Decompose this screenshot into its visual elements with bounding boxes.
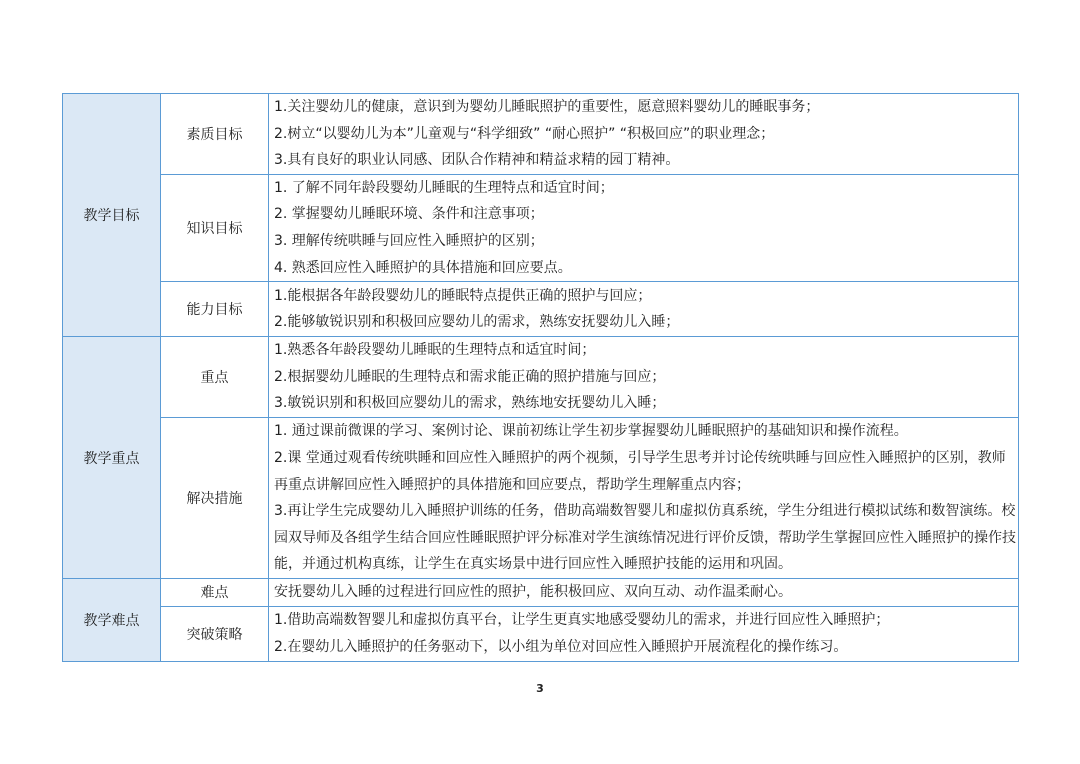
list-item: 2.根据婴幼儿睡眠的生理特点和需求能正确的照护措施与回应； <box>274 368 666 385</box>
list-item: 1.关注婴幼儿的健康，意识到为婴幼儿睡眠照护的重要性，愿意照料婴幼儿的睡眠事务； <box>274 99 820 115</box>
list-item: 安抚婴幼儿入睡的过程进行回应性的照护，能积极回应、双向互动、动作温柔耐心。 <box>274 584 792 601</box>
category-difficulties: 教学难点 <box>63 579 161 662</box>
list-item: 3.敏锐识别和积极回应婴幼儿的需求，熟练地安抚婴幼儿入睡； <box>274 395 666 412</box>
list-item: 4. 熟悉回应性入睡照护的具体措施和回应要点。 <box>274 259 572 276</box>
table-row <box>63 579 1019 607</box>
list-item: 3. 理解传统哄睡与回应性入睡照护的区别； <box>274 232 544 249</box>
focus-content <box>269 337 1019 418</box>
category-teaching-goals: 教学目标 <box>63 94 161 337</box>
table-row <box>63 94 1019 175</box>
list-item: 1.熟悉各年龄段婴幼儿睡眠的生理特点和适宜时间； <box>274 342 596 359</box>
subcategory-solution: 解决措施 <box>161 418 269 579</box>
table-row <box>63 606 1019 661</box>
ability-goal-content <box>269 282 1019 337</box>
table-row <box>63 174 1019 281</box>
lesson-plan-table <box>62 93 1019 662</box>
list-item: 2.课 堂通过观看传统哄睡和回应性入睡照护的两个视频，引导学生思考并讨论传统哄睡与回应性入睡照护的区别，教师再重点讲解回应性入睡照护的具体措施和回应要点，帮助学生理解重点内容； <box>274 449 1006 493</box>
list-item: 1.能根据各年龄段婴幼儿的睡眠特点提供正确的照护与回应； <box>274 287 652 304</box>
table-row <box>63 418 1019 579</box>
subcategory-knowledge-goal: 知识目标 <box>161 174 269 281</box>
difficulty-content <box>269 579 1019 607</box>
list-item: 3.具有良好的职业认同感、团队合作精神和精益求精的园丁精神。 <box>274 152 680 169</box>
list-item: 2.在婴幼儿入睡照护的任务驱动下，以小组为单位对回应性入睡照护开展流程化的操作练习。 <box>274 638 848 655</box>
subcategory-strategy: 突破策略 <box>161 606 269 661</box>
list-item: 1.借助高端数智婴儿和虚拟仿真平台，让学生更真实地感受婴幼儿的需求，并进行回应性入睡照护； <box>274 612 890 629</box>
subcategory-difficulty: 难点 <box>161 579 269 607</box>
list-item: 3.再让学生完成婴幼儿入睡照护训练的任务，借助高端数智婴儿和虚拟仿真系统，学生分组进行模拟试练和数智演练。校园双导师及各组学生结合回应性睡眠照护评分标准对学生演练情况进行评价反馈，帮助学生掌握回应性入睡照护的操作技能，并通过机构真练，让学生在真实场景中进行回应性入睡照护技能的运用和巩固。 <box>274 503 1016 573</box>
table-row <box>63 282 1019 337</box>
category-key-points: 教学重点 <box>63 337 161 579</box>
knowledge-goal-content <box>269 174 1019 281</box>
list-item: 1. 通过课前微课的学习、案例讨论、课前初练让学生初步掌握婴幼儿睡眠照护的基础知识和操作流程。 <box>274 423 908 440</box>
quality-goal-content <box>269 94 1019 175</box>
subcategory-quality-goal: 素质目标 <box>161 94 269 175</box>
list-item: 2.能够敏锐识别和积极回应婴幼儿的需求，熟练安抚婴幼儿入睡； <box>274 314 680 331</box>
list-item: 2. 掌握婴幼儿睡眠环境、条件和注意事项； <box>274 206 544 223</box>
page-number: 3 <box>536 682 544 695</box>
solution-content <box>269 418 1019 579</box>
strategy-content <box>269 606 1019 661</box>
table-row <box>63 337 1019 418</box>
list-item: 2.树立“以婴幼儿为本”儿童观与“科学细致” “耐心照护” “积极回应”的职业理念； <box>274 125 775 142</box>
list-item: 1. 了解不同年龄段婴幼儿睡眠的生理特点和适宜时间； <box>274 179 614 196</box>
subcategory-focus: 重点 <box>161 337 269 418</box>
subcategory-ability-goal: 能力目标 <box>161 282 269 337</box>
